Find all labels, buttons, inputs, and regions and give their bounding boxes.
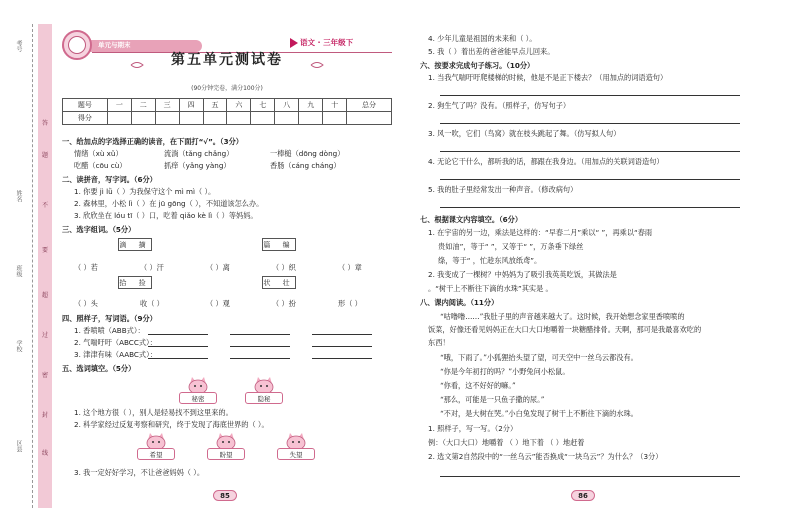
- seal-char: 线: [41, 450, 48, 457]
- score-input[interactable]: [155, 112, 179, 125]
- arrow-icon: [290, 38, 298, 48]
- passage-line: “咕噜噜……”我肚子里的声音越来越大了。这时候，我开始想念家里香喷喷的: [440, 312, 685, 321]
- score-input[interactable]: [179, 112, 203, 125]
- answer-line[interactable]: [230, 334, 290, 335]
- seal-char: 题: [41, 152, 48, 159]
- answer-line[interactable]: [312, 334, 372, 335]
- table-cell: 三: [155, 99, 179, 112]
- q3-blank[interactable]: 形（ ）: [338, 299, 362, 308]
- score-input[interactable]: [323, 112, 347, 125]
- score-input[interactable]: [227, 112, 251, 125]
- passage-line: “那么，可能是一只鱼子撒的尿。”: [440, 395, 545, 404]
- seal-char: 密: [41, 372, 48, 379]
- seal-char: 超: [41, 292, 48, 299]
- q6-item: 1. 当我气喘吁吁爬楼梯的时候，他是不是正下楼去？（用加点的词语造句）: [428, 73, 668, 82]
- margin-label-exam-id: 考号: [15, 40, 22, 52]
- table-cell: 四: [179, 99, 203, 112]
- q5-item[interactable]: 2. 科学家经过反复考察和研究，终于发现了海底世界的（ ）。: [74, 420, 269, 429]
- char-pair-box: 拾 捡: [118, 276, 152, 289]
- q7-item[interactable]: 1. 在宇宙的另一边，乘法是这样的：“早春二月”乘以“ ”，再乘以“春雨: [428, 228, 653, 237]
- passage-line: 东西！: [428, 338, 450, 347]
- margin-label-district: 区县: [15, 440, 22, 452]
- table-cell: 二: [131, 99, 155, 112]
- q5-item[interactable]: 4. 少年儿童是祖国的未来和（ ）。: [428, 34, 537, 43]
- answer-line[interactable]: [440, 95, 740, 96]
- table-cell: 总分: [347, 99, 392, 112]
- q7-item[interactable]: 绦，等于“ ，忙趁东风放纸鸢”。: [438, 256, 542, 265]
- q1-heading: 一、给加点的字选择正确的读音，在下面打“√”。（3分）: [62, 137, 243, 146]
- word-option-label: 隐秘: [245, 392, 283, 404]
- q3-blank[interactable]: （ ）若: [74, 263, 98, 272]
- seal-char: 答: [41, 120, 48, 127]
- cut-line: [32, 24, 33, 508]
- page-number-left: 85: [213, 490, 237, 501]
- q3-blank[interactable]: （ ）观: [206, 299, 230, 308]
- q7-item[interactable]: 。“树干上不断往下滴的水珠”其实是 。: [428, 284, 553, 293]
- table-cell: 题号: [63, 99, 108, 112]
- q8-item: 1. 照样子，写一写。（2分）: [428, 424, 518, 433]
- q1-item[interactable]: 香肠（cáng cháng）: [270, 161, 341, 170]
- q8-item[interactable]: 例：（大口大口）地嚼着 （ ）地下着 （ ）地赶着: [428, 438, 585, 447]
- char-pair-box: 篇 编: [262, 238, 296, 251]
- score-input[interactable]: [203, 112, 227, 125]
- flourish-left-icon: [130, 60, 144, 70]
- answer-line[interactable]: [440, 179, 740, 180]
- table-cell: 一: [107, 99, 131, 112]
- page-number-right: 86: [571, 490, 595, 501]
- q1-item[interactable]: 流淌（tǎng chǎng）: [164, 149, 234, 158]
- score-input[interactable]: [299, 112, 323, 125]
- q7-heading: 七、根据课文内容填空。（6分）: [420, 215, 523, 224]
- q8-heading: 八、课内阅读。（11分）: [420, 298, 499, 307]
- passage-line: “你是今年初打的吗？”小野兔问小松鼠。: [440, 367, 570, 376]
- q3-blank[interactable]: （ ）章: [338, 263, 362, 272]
- word-option-label: 希望: [137, 448, 175, 460]
- clock-face-icon: [68, 36, 86, 54]
- q3-blank[interactable]: （ ）汗: [140, 263, 164, 272]
- table-row: [63, 112, 392, 125]
- answer-line[interactable]: [312, 358, 372, 359]
- seal-char: 要: [41, 247, 48, 254]
- seal-char: 过: [41, 332, 48, 339]
- score-input[interactable]: [131, 112, 155, 125]
- q6-item: 4. 无论它干什么，都听我的话，都跟在我身边。（用加点的关联词语造句）: [428, 157, 664, 166]
- q6-item: 5. 我的肚子里经常发出一种声音。（修改病句）: [428, 185, 578, 194]
- score-table: [62, 98, 392, 125]
- table-cell: 六: [227, 99, 251, 112]
- banner-text: 单元与期末: [98, 41, 131, 49]
- margin-label-class: 班级: [15, 265, 22, 277]
- passage-line: “哦，下雨了。”小狐狸抬头望了望，可天空中一丝乌云都没有。: [440, 353, 638, 362]
- q3-blank[interactable]: （ ）头: [74, 299, 98, 308]
- q3-heading: 三、选字组词。（5分）: [62, 225, 136, 234]
- flourish-right-icon: [310, 60, 324, 70]
- answer-line[interactable]: [148, 346, 208, 347]
- q3-blank[interactable]: （ ）离: [206, 263, 230, 272]
- q6-heading: 六、按要求完成句子练习。（10分）: [420, 61, 535, 70]
- margin-label-name: 姓名: [15, 190, 22, 202]
- char-pair-box: 滴 摘: [118, 238, 152, 251]
- q2-item[interactable]: 3. 欣欣坐在 lóu tī（ ）口，吃着 qiǎo kè lì（ ）等妈妈。: [74, 211, 258, 220]
- page-title: 第五单元测试卷: [171, 52, 283, 68]
- table-cell: 五: [203, 99, 227, 112]
- q7-item[interactable]: 贵如油”，等于“ ”，又等于“ ”，万条垂下绿丝: [438, 242, 584, 251]
- score-input[interactable]: [347, 112, 392, 125]
- answer-line[interactable]: [440, 207, 740, 208]
- answer-line[interactable]: [148, 358, 208, 359]
- q1-item[interactable]: 一棒槌（dōng dòng）: [270, 149, 345, 158]
- q2-item[interactable]: 1. 你要 jì lǜ（ ）为我保守这个 mì mì（ ）。: [74, 187, 216, 196]
- passage-line: “你看，这不好好的嘛。”: [440, 381, 516, 390]
- page-subtitle: (90分钟完卷，满分100分): [191, 85, 263, 92]
- word-option-label: 秘密: [179, 392, 217, 404]
- q1-item[interactable]: 吃醋（cōu cù）: [74, 161, 127, 170]
- answer-line[interactable]: [148, 334, 208, 335]
- q5-item[interactable]: 5. 我（ ）着出差的爸爸能早点儿回来。: [428, 47, 555, 56]
- table-cell: 八: [275, 99, 299, 112]
- q1-item[interactable]: 情绪（xù xǔ）: [74, 149, 123, 158]
- table-cell: 得分: [63, 112, 108, 125]
- table-row: [63, 99, 392, 112]
- answer-line[interactable]: [230, 346, 290, 347]
- score-input[interactable]: [275, 112, 299, 125]
- passage-line: 饭菜，好像还看见妈妈正在大口大口地嚼着一块糖醋排骨。天啊，那可是我最喜欢吃的: [428, 325, 702, 334]
- q3-blank[interactable]: （ ）织: [272, 263, 296, 272]
- score-input[interactable]: [107, 112, 131, 125]
- answer-line[interactable]: [230, 358, 290, 359]
- word-option-label: 盼望: [207, 448, 245, 460]
- q5-heading: 五、选词填空。（5分）: [62, 364, 136, 373]
- answer-line[interactable]: [312, 346, 372, 347]
- q5-item[interactable]: 3. 我一定好好学习，不让爸爸妈妈（ ）。: [74, 468, 205, 477]
- q4-item: 1. 香喷喷（ABB式）：: [74, 326, 145, 335]
- q3-blank[interactable]: 收（ ）: [140, 299, 164, 308]
- table-cell: 七: [251, 99, 275, 112]
- table-cell: 十: [323, 99, 347, 112]
- passage-line: “不对，是大树在哭。”小白兔发现了树干上不断往下滴的水珠。: [440, 409, 638, 418]
- seal-char: 封: [41, 412, 48, 419]
- subject-tag: 语文 · 三年级下: [300, 38, 354, 47]
- answer-line[interactable]: [440, 123, 740, 124]
- margin-label-school: 学校: [15, 340, 22, 352]
- seal-char: 不: [41, 202, 48, 209]
- q3-blank[interactable]: （ ）扮: [272, 299, 296, 308]
- q6-item: 3. 风一吹，它们（鸟窝）就在枝头跳起了舞。（仿写拟人句）: [428, 129, 621, 138]
- seal-line-strip: [38, 24, 52, 508]
- table-cell: 九: [299, 99, 323, 112]
- word-option-label: 失望: [277, 448, 315, 460]
- q7-item[interactable]: 2. 我变成了一棵树？中妈妈为了吸引我英英吃饭，其做法是: [428, 270, 617, 279]
- answer-line[interactable]: [440, 476, 740, 477]
- q8-item: 2. 选文第2自然段中的“一丝乌云”能否换成“一块乌云”？为什么？（3分）: [428, 452, 663, 461]
- q4-item: 3. 津津有味（AABC式）：: [74, 350, 157, 359]
- score-input[interactable]: [251, 112, 275, 125]
- q4-heading: 四、照样子，写词语。（9分）: [62, 314, 157, 323]
- q4-item: 2. 气喘吁吁（ABCC式）：: [74, 338, 157, 347]
- q2-item[interactable]: 2. 森林里，小松 lì（ ）在 jū gōng（ ），不知道该怎么办。: [74, 199, 264, 208]
- q6-item: 2. 狗生气了吗？没有。（照样子，仿写句子）: [428, 101, 571, 110]
- q2-heading: 二、读拼音，写字词。（6分）: [62, 175, 157, 184]
- q5-item[interactable]: 1. 这个地方很（ ），别人是轻易找不到这里来的。: [74, 408, 233, 417]
- q1-item[interactable]: 抓痒（yǎng yàng）: [164, 161, 231, 170]
- answer-line[interactable]: [440, 151, 740, 152]
- char-pair-box: 状 壮: [262, 276, 296, 289]
